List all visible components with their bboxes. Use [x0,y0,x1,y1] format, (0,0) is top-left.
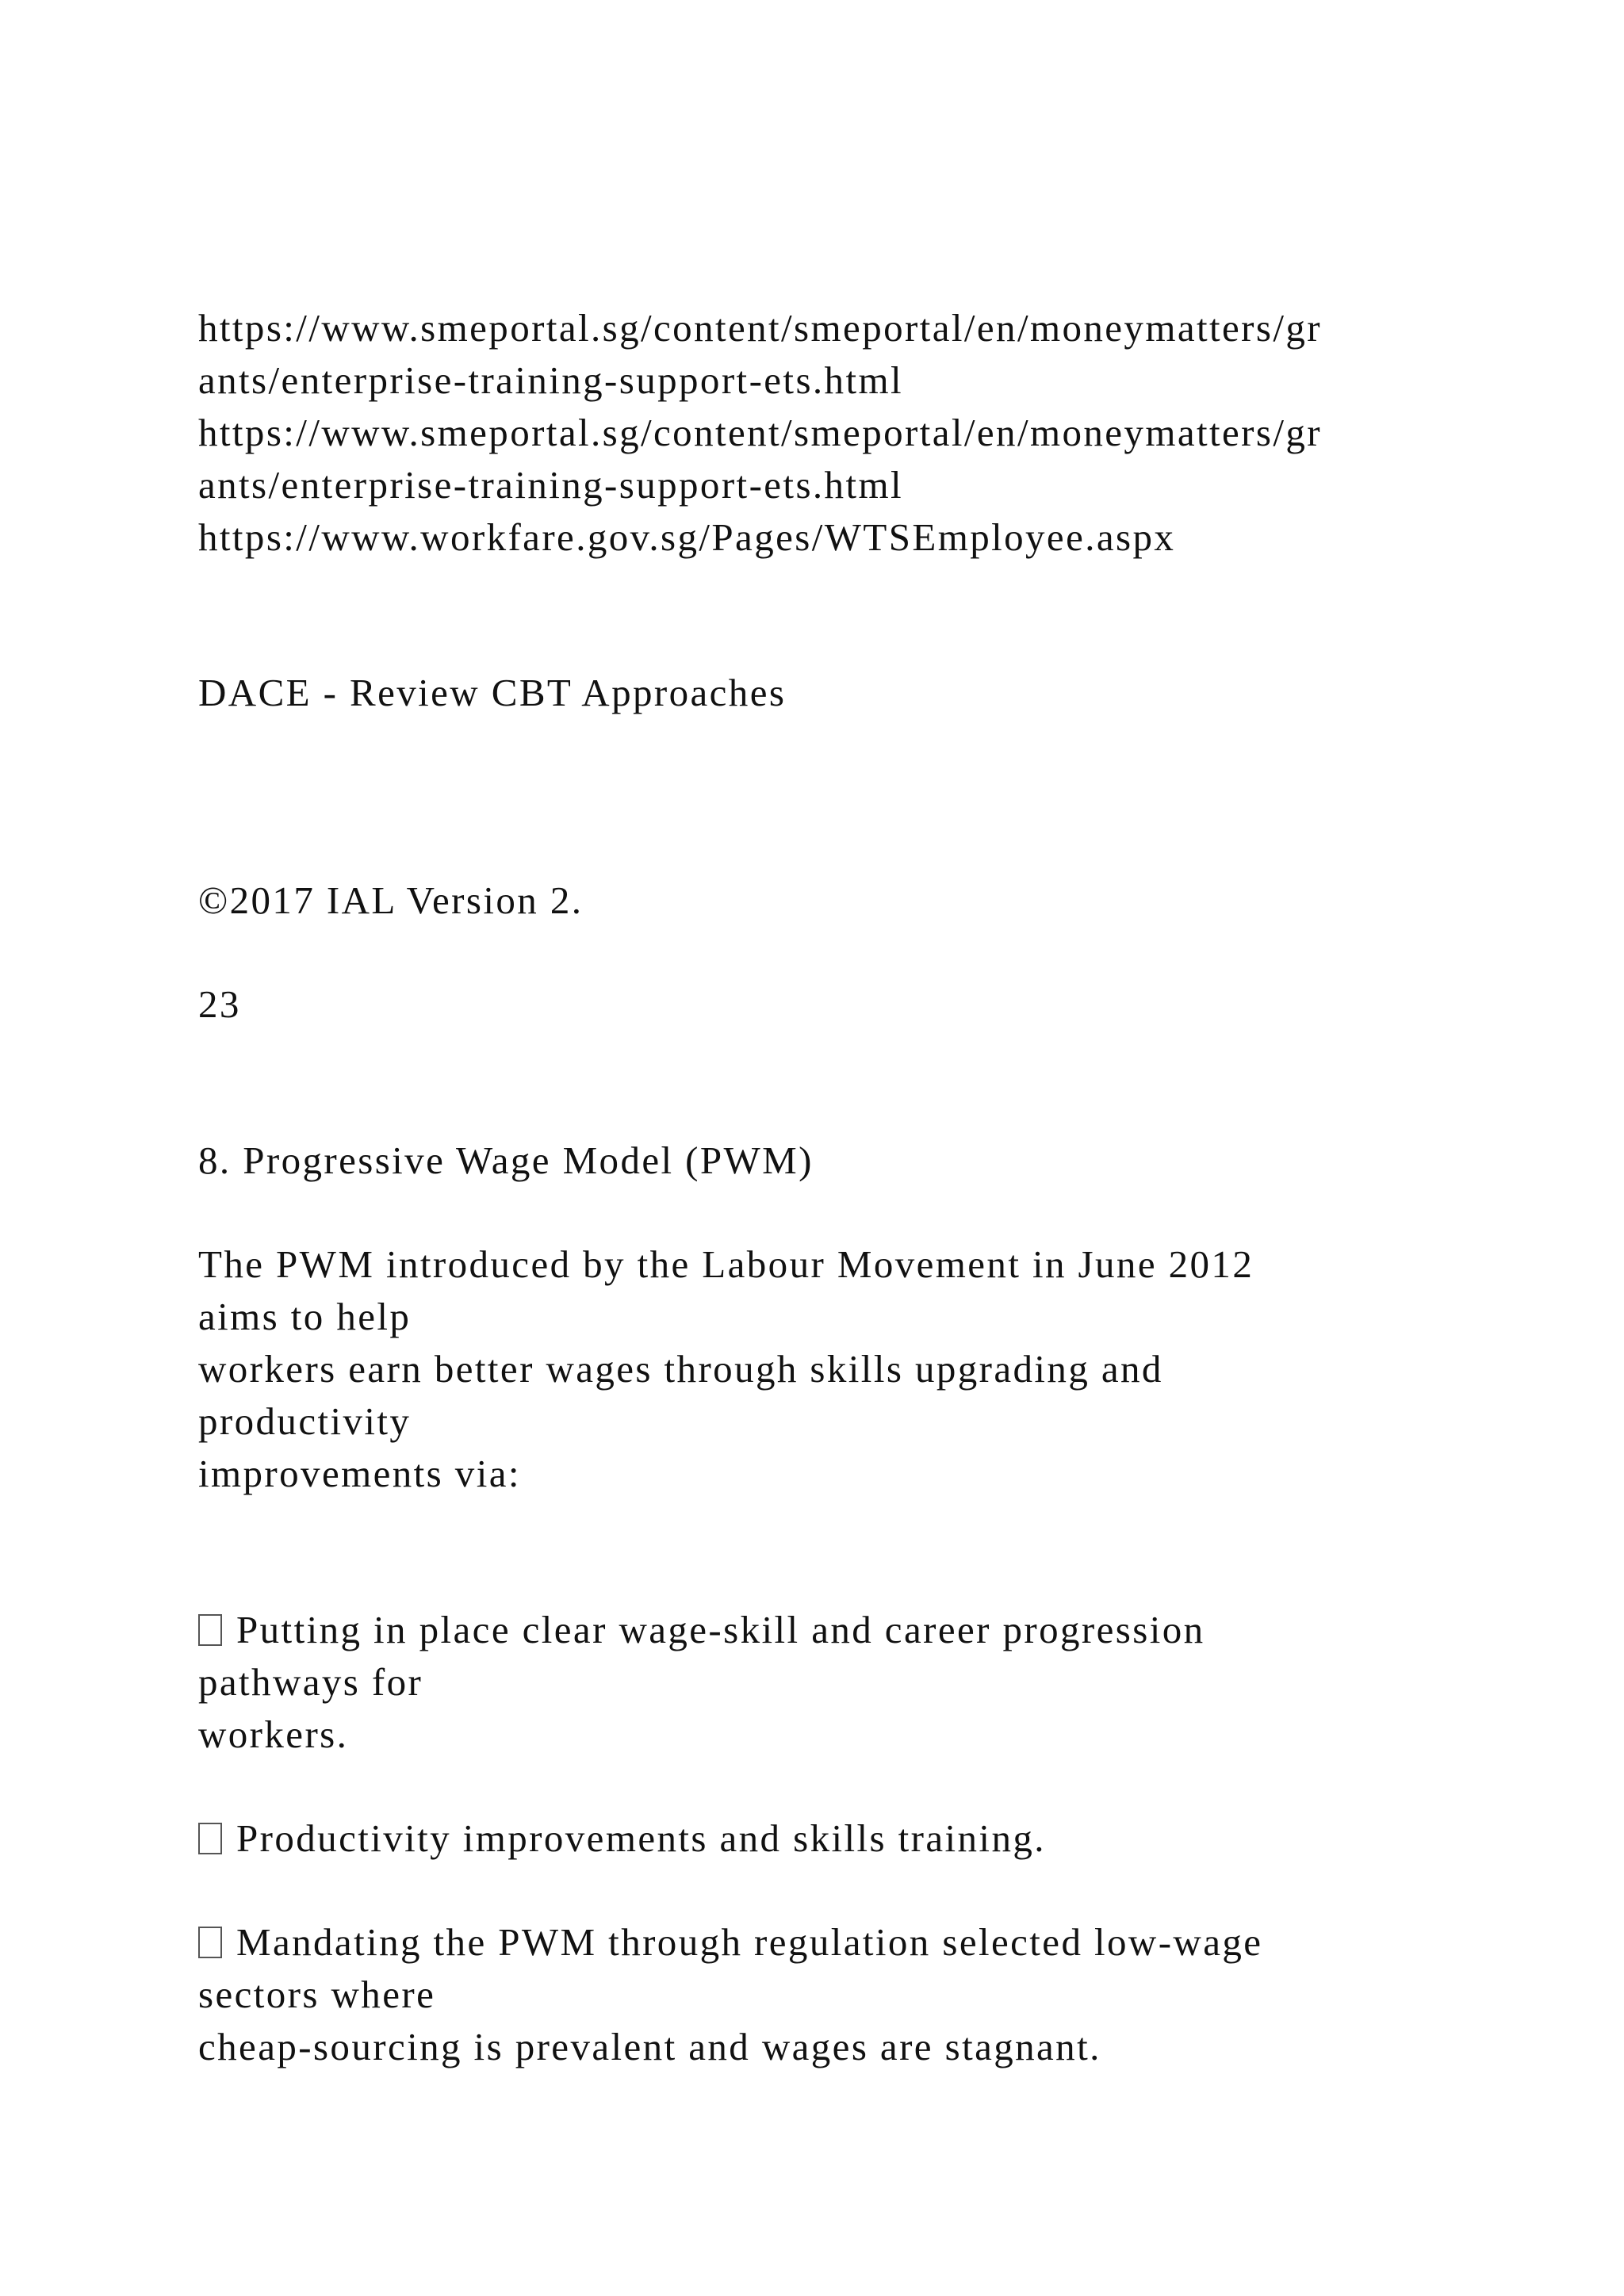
bullet-item-line [198,1812,1046,1865]
reference-url-line: https://www.workfare.gov.sg/Pages/WTSEmployee.aspx [198,515,1176,559]
paragraph-line: productivity [198,1399,412,1443]
bullet-item-line [198,1604,1205,1656]
page-number: 23 [198,982,241,1026]
bullet-continuation-line: cheap-sourcing is prevalent and wages are stagnant. [198,2025,1101,2068]
paragraph-line: The PWM introduced by the Labour Movement in June 2012 [198,1242,1254,1286]
reference-url-line: https://www.smeportal.sg/content/smeportal/en/moneymatters/gr [198,306,1322,350]
copyright-text: ©2017 IAL Version 2. [198,878,584,922]
missing-glyph-box-icon [198,1823,222,1854]
bullet-text: Productivity improvements and skills training. [236,1816,1046,1860]
section-heading: 8. Progressive Wage Model (PWM) [198,1138,814,1182]
paragraph-line: aims to help [198,1295,412,1338]
missing-glyph-box-icon [198,1614,222,1646]
bullet-item-line [198,1916,1262,1969]
bullet-continuation-line: pathways for [198,1660,423,1704]
bullet-continuation-line: sectors where [198,1973,436,2016]
reference-url-line: ants/enterprise-training-support-ets.html [198,463,904,507]
missing-glyph-box-icon [198,1927,222,1958]
paragraph-line: improvements via: [198,1452,521,1495]
reference-url-line: https://www.smeportal.sg/content/smeportal/en/moneymatters/gr [198,411,1322,454]
reference-url-line: ants/enterprise-training-support-ets.html [198,358,904,402]
bullet-text: Mandating the PWM through regulation selected low-wage [236,1920,1263,1964]
paragraph-line: workers earn better wages through skills upgrading and [198,1347,1163,1391]
bullet-continuation-line: workers. [198,1712,349,1756]
document-title: DACE - Review CBT Approaches [198,671,787,714]
bullet-text: Putting in place clear wage-skill and career progression [236,1608,1205,1651]
